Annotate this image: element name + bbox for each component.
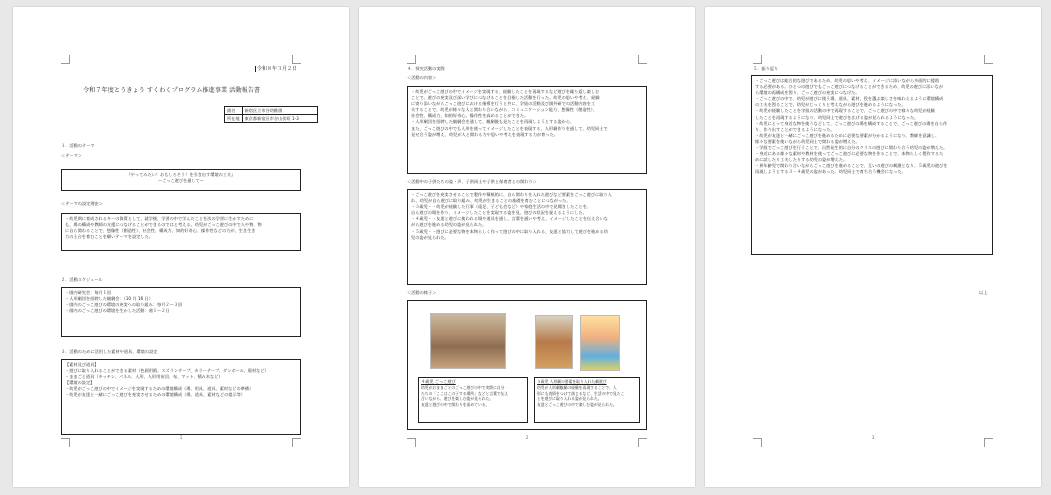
section-2-heading[interactable]: ２．活動スケジュール [61,277,103,282]
content-line: 夫することで、幼児が様々な人と関わり合いながら、コミュニケーション能力、想像性（創造性）、 [411,107,598,113]
crop-mark [61,55,70,64]
section-3-heading[interactable]: ３．活動のために活用した素材や道具、環境の設定 [61,349,158,354]
table-row [225,107,318,115]
reason-box[interactable] [61,213,301,251]
materials-line: 【素材及び道具】 [65,362,99,367]
info-label: 所在地 [225,115,243,123]
reflection-line: 様々な要素を使いながら幼児同士で関わる姿が増えた。 [755,138,860,144]
theme-label[interactable]: ＜テーマ＞ [61,153,82,158]
children-line: 自ら遊びの場を作り、イメージしたことを実現する姿を見、遊びの状況を捉えるようにした。 [411,210,587,216]
document-page-1 [13,7,349,487]
reflection-line: めに試したり工夫したりする幼児の姿が増えた。 [755,157,848,163]
children-line: ・４歳児・・友達と遊びに使われる場や道具を通し、言葉を通いや考え、イメージしたことを伝え合いな [411,216,608,222]
reflection-box[interactable] [751,75,993,255]
kindergarten-info-table [224,106,318,123]
content-line: ・人形劇団を招聘した観劇会を通して、観劇後も見たことを再現しようとする姿から、 [411,119,575,125]
caption-box-5yr[interactable] [534,377,640,423]
reflection-line: ら環境の再構成を図り、ごっこ遊びの充実につなげた。 [755,90,860,96]
report-title[interactable]: 令和７年度とうきょう すくわくプログラム推進事業 活動報告書 [83,87,261,94]
schedule-item: ・人形劇団を招聘した観劇会：（10 月 16 日） [65,296,153,302]
reflection-line: ・幼児が経験したことを学級の活動の中で再現することで、ごっこ遊びの中で様々な幼児が経験 [755,108,935,114]
content-label[interactable]: ＜活動の内容＞ [407,75,437,80]
schedule-item: ・園内のごっこ遊びの環境を生かした活動：週１～２日 [65,308,170,314]
children-label[interactable]: ＜活動中の子供たちの姿・声、子供同士や子供と保育者との関わり＞ [407,179,537,184]
crop-mark [292,55,301,64]
photos-label[interactable]: ＜活動の様子＞ [407,290,437,295]
children-line: ・３歳児・・幼児が経験した行事（遠足、子ども会など）や家庭生活の中で見聞きしたことを、 [411,204,592,210]
materials-line: ・幼児が友達と一緒にごっこ遊びを充実させるための環境構成（場、道具、素材などの提示等） [65,392,245,398]
theme-line: 『やってみたい！おもしろそう！を引き出す環境の工夫』 [126,172,236,177]
materials-line: ・ままごと道具（キッチン、パネル、人形、人形用布団、布、マット、積み木など） [65,374,223,380]
reflection-line: ・学級でごっこ遊びを行うことで、自然発生的に自分のクラスの遊びに関わり合う幼児の姿が増えた。 [755,145,948,151]
info-label: 園名 [225,107,243,115]
children-line: がら遊びを進める幼児の姿が見られた。 [411,222,487,228]
materials-box[interactable] [61,359,301,435]
reflection-line: 再現しようとする３・４歳児の姿があった。幼児同士で育ち合う機会になった。 [755,169,906,175]
reason-line: 力の土台を育むことを願いテーマを設定した。 [65,234,153,240]
reflection-line: ・幼児が友達と一緒にごっこ遊びを進めるために必要な要素が分かるようになり、教師を意識し、 [755,132,940,138]
caption-line: 形にも表情をつけて演じるなど、生活の中で見たこ [537,390,625,396]
reason-line: に自ら関わることで、想像性（創造性）、社会性、構成力、知的好奇心、操作性などの力が、生き生き [65,228,256,234]
info-value[interactable]: 新宿区立市谷幼稚園 [242,107,317,115]
caption-box-4yr[interactable] [418,377,528,423]
section-5-heading[interactable]: ５．振り返り [753,66,779,71]
theme-line: ～ごっこ遊びを通して～ [158,178,204,184]
theme-box[interactable] [61,169,301,191]
reflection-line: り、作り出すことができるようになった。 [755,126,835,132]
page-number: 1 [179,436,183,441]
document-page-3 [705,7,1041,487]
puppet-stage-photo[interactable] [580,315,620,371]
caption-line: 幼児がおままごとのごっこ遊びの中で実際に自分 [421,385,505,391]
info-value[interactable]: 東京都新宿区市谷山伏町 1-3 [242,115,317,123]
page-number: 2 [525,436,529,441]
reflection-line: する必要がある。ひとつの遊びでもごっこ遊びにつなげることができるため、幼児の遊びに添いなが [755,84,944,90]
children-line: れ、幼児が自ら遊びに取り組み、幼児が生きることの基礎を育むことにつながった。 [411,198,571,204]
materials-line: ・幼児がごっこ遊びの中でイメージを実現するための環境構成（場、用具、道具、素材などの準備） [65,386,254,392]
page-number: 3 [871,436,875,441]
content-line: に寄り添いながらごっこ遊びにおける指導を行うと共に、学級の活動及び園外研での活動内容を工 [411,101,596,107]
reason-line: も、場の構成や教師の支援につなげることができるのではと考える。幼児がごっこ遊びの中で人や物、物 [65,222,262,228]
document-page-2 [359,7,695,487]
reflection-line: の工夫を図ることで、幼児がじっくりと考えながら遊びを進めるようになった。 [755,102,906,108]
caption-line: 友達と遊びの中で関わりを深めている。 [421,401,490,407]
caption-line: とを遊びに取り入れる姿が見られた。 [537,396,602,402]
reason-label[interactable]: ＜テーマの設定理由＞ [61,201,103,206]
caption-line: 幼児が人形劇観劇の経験を再現することで、人 [537,385,617,391]
schedule-item: ・園内のごっこ遊びの環境の充実への取り組み：毎月２～３回 [65,302,183,308]
content-box[interactable] [407,86,647,174]
crop-mark [638,55,647,64]
caption-line: 友達とごっこ遊びの中で楽しむ姿が見られた。 [537,401,617,407]
section-1-heading[interactable]: １．活動のテーマ [61,143,95,148]
content-line: ・幼児がごっこ遊びの中でイメージを実現する、経験したことを再現するなど遊びを繰り返し楽しむ [411,89,600,94]
crop-mark [984,55,993,64]
table-row [225,115,318,123]
section-4-heading[interactable]: ４．探究活動の実際 [407,66,445,71]
children-box[interactable] [407,189,647,285]
reflection-line: ・身近にある様々な素材や教材を使ってごっこ遊びに必要な物を作ることで、本物らしく製作するた [755,151,944,157]
children-line: 児の姿が見られた。 [411,234,449,240]
crop-mark [753,55,762,64]
schedule-item: ・園内研究会：毎月１回 [65,290,112,295]
children-line: ・ごっこ遊びを充実させることで製作や積極的に、自ら関わりを入れた遊びなど要素をごっこ遊びに取り入 [411,192,612,197]
play-photo[interactable] [535,315,573,369]
schedule-box[interactable] [61,287,301,337]
caption-title: ４歳児 ごっこ遊び [421,379,456,384]
caption-line: たちの「ここはこの子する場所」などと言葉で伝え [421,390,509,396]
content-line: ことで、遊びの充実及び深い学びにつなげることを目指した活動を行った。幼児の思いや考え、経験 [411,95,600,101]
content-line: 社会性、構成力、知的好奇心、操作性を高めることができた。 [411,113,529,119]
content-line: また、ごっこ遊びの中でも人形を使ってイメージしたことを表現する、人形劇作りを通して、幼児同士で [411,125,608,131]
children-line: ・５歳児・・遊びに必要な物を本物らしく作って遊びの中に取り入れる、友達と協力して遊びを進める幼 [411,228,608,234]
caption-line: 合いながら、遊びを楽しむ姿が見られた。 [421,396,494,402]
classroom-photo[interactable] [430,313,506,369]
photos-box [407,300,647,430]
reflection-line: ・ごっこ遊びは総合的な遊びであるため、幼児の思いや考え、イメージに添いながら多面的に援助 [755,78,940,83]
materials-line: ・遊びに取り入れることができる素材（色画用紙、スズランテープ、カラーテープ、ダンボール、廃材など） [65,368,269,374]
materials-line: 【環境の設定】 [65,380,95,386]
reflection-line: ・異年齢児で関わり合いながらごっこ遊びを進めることで、互いの遊びの刺激となり、５歳児の遊びを [755,163,948,169]
end-mark[interactable]: 以上 [979,290,988,295]
reflection-line: ・ごっこ遊びの中で、幼児が遊びに使う場、道具、素材、役を選ぶ楽しさを味わえるように環境構成 [755,96,944,102]
reason-line: ・幼児期に育成されるキーの資質として、就学後、学習の中で学んだことを次の学習に生かすために [65,216,254,221]
crop-mark [407,55,416,64]
reflection-line: したことを再現するようになり、幼児同士で遊びを広げる姿が見られるようになった。 [755,114,919,120]
caption-title: ５歳児 人形劇の要素を取り入れた劇遊び [537,379,607,384]
report-date[interactable]: 令和８年３月２日 [257,66,298,72]
content-line: 見せ合う姿が増え、幼児が人と関わる力や思いや考えを表現する力が育った。 [411,131,558,137]
reflection-line: ・幼児にとって身近な物を使うなどして、ごっこ遊びの場を構成することで、ごっこ遊びの場を自ら作 [755,120,948,126]
